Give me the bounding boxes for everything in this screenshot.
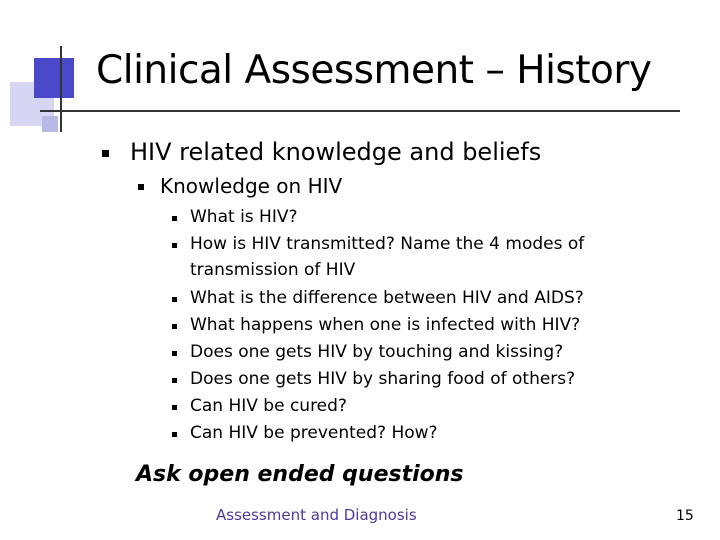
bullet-icon [172,297,177,302]
page-number: 15 [676,508,694,524]
question-item: Can HIV be cured? [190,396,347,416]
question-item: What is HIV? [190,207,298,227]
footer-text: Assessment and Diagnosis [216,506,417,524]
decorative-square-small [42,116,58,132]
level2-item: Knowledge on HIV [160,174,343,198]
bullet-icon [172,378,177,383]
bullet-icon [172,432,177,437]
bullet-icon [172,405,177,410]
bullet-icon [172,324,177,329]
slide-title: Clinical Assessment – History [96,48,652,93]
bullet-icon [138,184,144,190]
bullet-icon [172,243,177,248]
bullet-icon [102,150,109,157]
question-item: Does one gets HIV by touching and kissing? [190,342,564,362]
level1-item: HIV related knowledge and beliefs [130,138,542,166]
title-underline [40,110,680,112]
decorative-square-blue [34,58,74,98]
bullet-icon [172,216,177,221]
question-item: What happens when one is infected with HIV? [190,315,581,335]
question-item: Does one gets HIV by sharing food of others? [190,369,576,389]
question-item: Can HIV be prevented? How? [190,423,438,443]
bullet-icon [172,351,177,356]
emphasis-note: Ask open ended questions [136,462,464,487]
decorative-vertical-line [60,46,62,132]
question-item-continuation: transmission of HIV [190,260,356,280]
question-item: What is the difference between HIV and AIDS? [190,288,584,308]
question-item: How is HIV transmitted? Name the 4 modes of [190,234,585,254]
